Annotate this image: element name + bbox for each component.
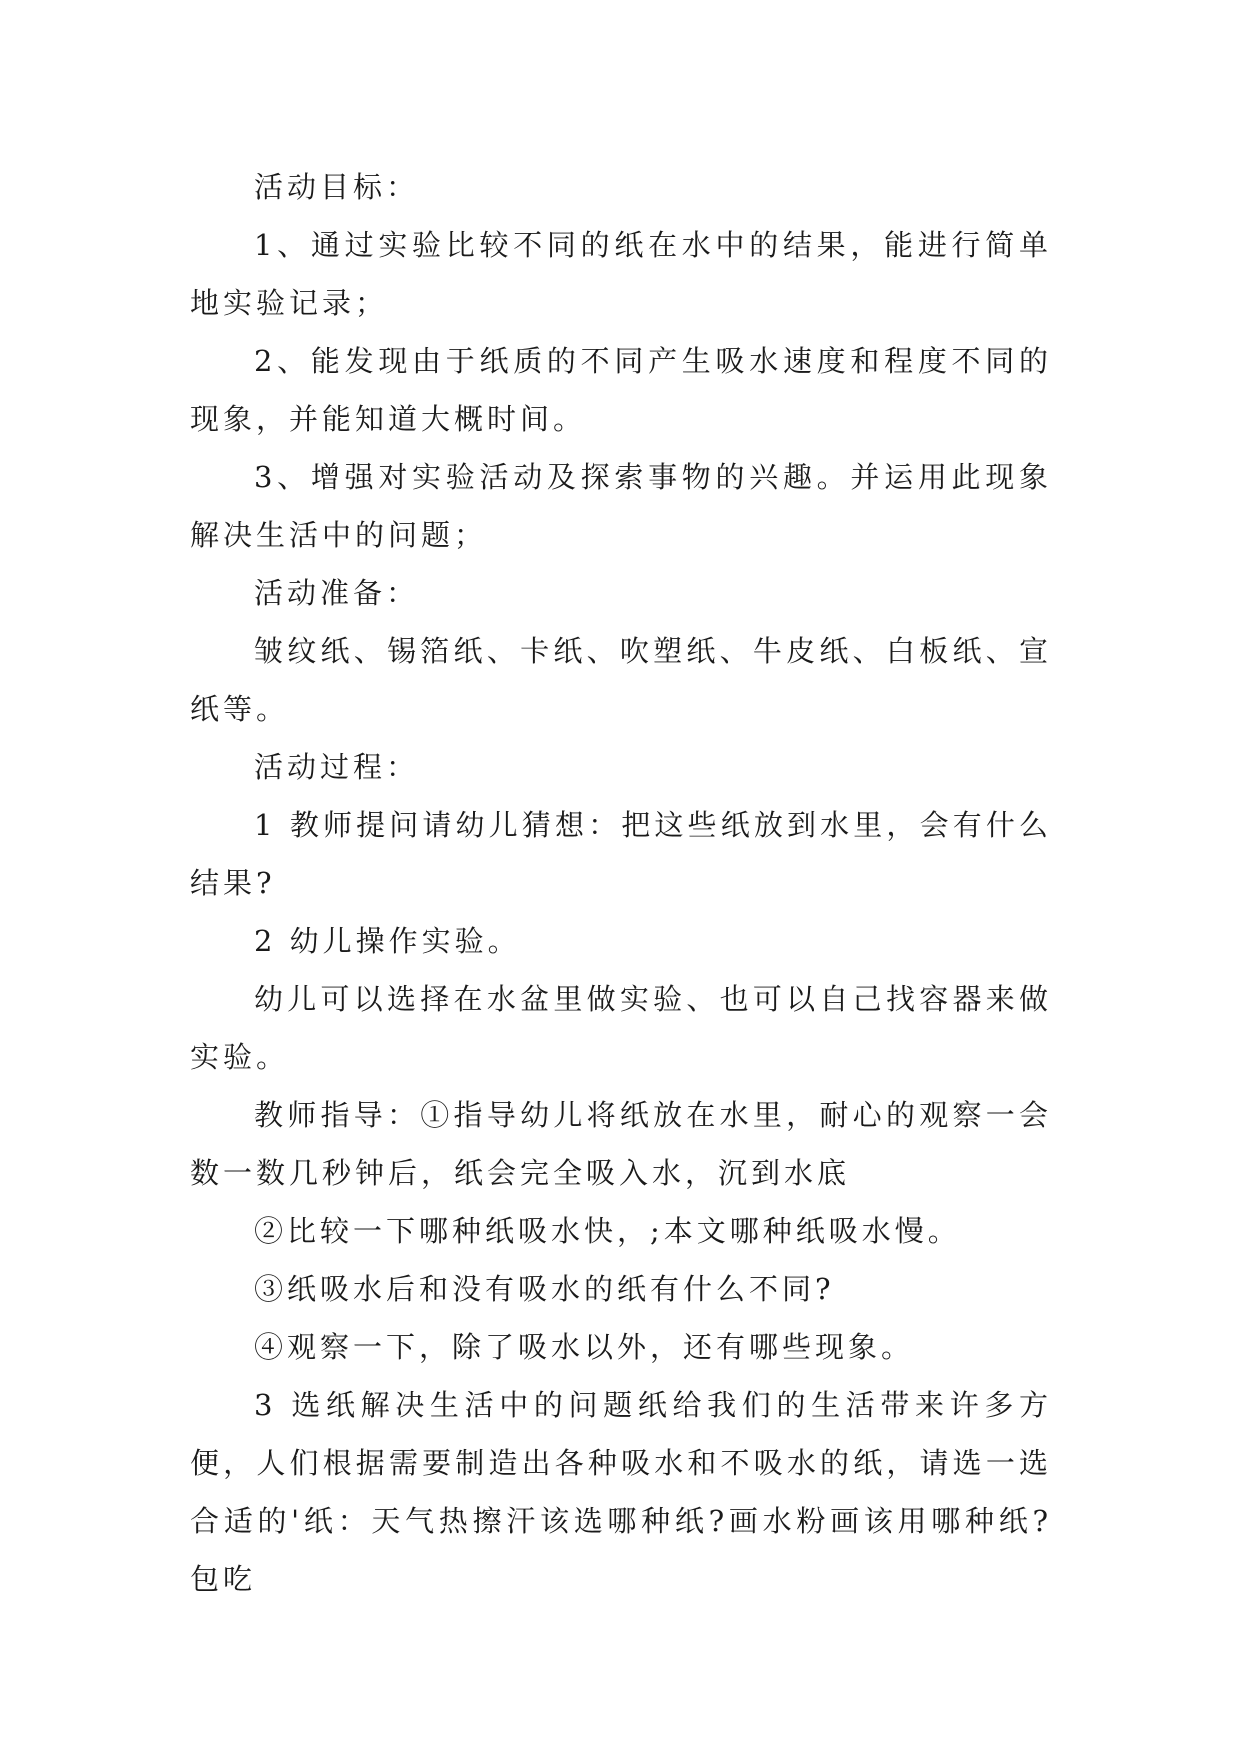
document-page bbox=[190, 158, 1052, 1608]
guidance-point-2: ②比较一下哪种纸吸水快，;本文哪种纸吸水慢。 bbox=[254, 1214, 961, 1248]
process-step-2-detail: 幼儿可以选择在水盆里做实验、也可以自己找容器来做实验。 bbox=[190, 982, 1052, 1074]
guidance-point-3: ③纸吸水后和没有吸水的纸有什么不同? bbox=[254, 1272, 835, 1306]
process-step-2: 2 幼儿操作实验。 bbox=[254, 924, 521, 958]
goal-item-3: 3、增强对实验活动及探索事物的兴趣。并运用此现象解决生活中的问题； bbox=[190, 460, 1052, 552]
heading-activity-preparation: 活动准备： bbox=[254, 576, 420, 610]
heading-activity-goals: 活动目标： bbox=[254, 170, 420, 204]
guidance-point-4: ④观察一下，除了吸水以外，还有哪些现象。 bbox=[254, 1330, 915, 1364]
process-step-3: 3 选纸解决生活中的问题纸给我们的生活带来许多方便，人们根据需要制造出各种吸水和不吸水的纸，请选一选合适的'纸：天气热擦汗该选哪种纸?画水粉画该用哪种纸?包吃 bbox=[190, 1388, 1052, 1596]
teacher-guidance: 教师指导：①指导幼儿将纸放在水里，耐心的观察一会数一数几秒钟后，纸会完全吸入水，沉到水底 bbox=[190, 1098, 1052, 1190]
preparation-materials: 皱纹纸、锡箔纸、卡纸、吹塑纸、牛皮纸、白板纸、宣纸等。 bbox=[190, 634, 1052, 726]
goal-item-2: 2、能发现由于纸质的不同产生吸水速度和程度不同的现象，并能知道大概时间。 bbox=[190, 344, 1052, 436]
goal-item-1: 1、通过实验比较不同的纸在水中的结果，能进行简单地实验记录； bbox=[190, 228, 1052, 320]
process-step-1: 1 教师提问请幼儿猜想：把这些纸放到水里，会有什么结果? bbox=[190, 808, 1052, 900]
heading-activity-process: 活动过程： bbox=[254, 750, 420, 784]
